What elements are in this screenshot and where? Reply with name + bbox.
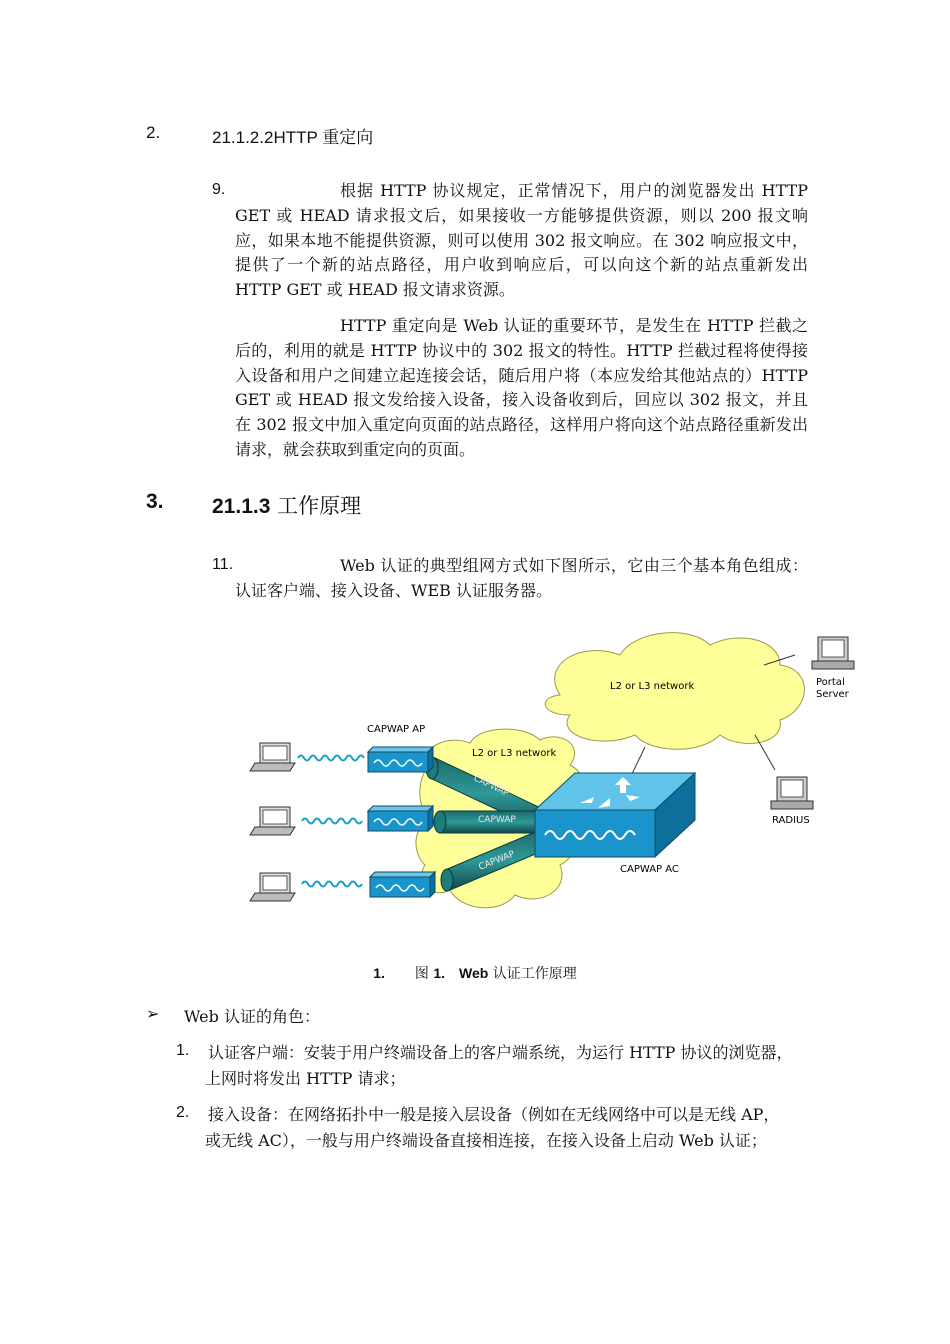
caption-bold-word: Web <box>459 965 489 981</box>
paragraph-number: 9. <box>212 181 226 198</box>
list-item-number: 1. <box>176 1042 190 1059</box>
radius-label: RADIUS <box>772 815 810 826</box>
caption-text: 认证工作原理 <box>492 966 577 982</box>
radius-server-icon <box>771 777 813 826</box>
laptop-icon <box>250 873 295 901</box>
top-network-cloud <box>545 633 804 750</box>
paragraph-number: 11. <box>212 556 234 573</box>
network-diagram <box>240 625 865 915</box>
portal-server-icon <box>812 637 854 700</box>
roles-heading: Web 认证的角色： <box>184 1007 320 1026</box>
tunnel-label-top: CAPWAP <box>471 773 511 799</box>
section-title-number: 21.1.3 <box>212 495 271 518</box>
figure-caption <box>0 963 950 983</box>
ap-label: CAPWAP AP <box>367 724 426 735</box>
laptop-icon <box>250 807 295 835</box>
paragraph-web-auth-topology: Web 认证的典型组网方式如下图所示，它由三个基本角色组成：认证客户端、接入设备、WEB 认证服务器。 <box>235 556 808 600</box>
list-item-line: 上网时将发出 HTTP 请求； <box>205 1069 406 1088</box>
list-item-line: 认证客户端：安装于用户终端设备上的客户端系统，为运行 HTTP 协议的浏览器， <box>208 1043 793 1062</box>
paragraph-http-protocol: 根据 HTTP 协议规定，正常情况下，用户的浏览器发出 HTTP GET 或 HEAD 请求报文后，如果接收一方能够提供资源，则以 200 报文响应，如果本地不能提供资源，则可以使用 302 报文响应。在 302 响应报文中，提供了一个新的站点路径，用户收到响应后，可以向这个新的站点重新发出 HTTP GET 或 HEAD 报文请求资源。 <box>235 181 808 300</box>
list-item-number: 2. <box>176 1104 190 1121</box>
capwap-ap-top <box>368 747 433 772</box>
section-title-text: 工作原理 <box>277 494 362 518</box>
portal-label-line2: Server <box>816 689 849 700</box>
list-item <box>205 1102 811 1154</box>
top-cloud-label: L2 or L3 network <box>610 681 695 692</box>
caption-number: 1. <box>373 965 385 981</box>
caption-fig-number: 1. <box>433 965 446 981</box>
tunnel-label-bottom: CAPWAP <box>477 849 517 873</box>
section-title <box>212 490 361 520</box>
ac-label: CAPWAP AC <box>620 864 679 875</box>
list-item-line: 接入设备：在网络拓扑中一般是接入层设备（例如在无线网络中可以是无线 AP， <box>208 1105 780 1124</box>
list-item-line: 或无线 AC），一般与用户终端设备直接相连接，在接入设备上启动 Web 认证； <box>205 1131 767 1150</box>
portal-label-line1: Portal <box>816 677 845 688</box>
capwap-ap-middle <box>368 806 433 831</box>
list-item <box>205 1040 811 1092</box>
section-title: 21.1.2.2HTTP 重定向 <box>212 128 374 147</box>
bullet-arrow-icon: ➢ <box>146 1004 160 1023</box>
left-cloud-label: L2 or L3 network <box>472 748 557 759</box>
paragraph-http-redirect: HTTP 重定向是 Web 认证的重要环节，是发生在 HTTP 拦截之后的，利用的就是 HTTP 协议中的 302 报文的特性。HTTP 拦截过程将使得接入设备和用户之间建立起连接会话，随后用户将（本应发给其他站点的）HTTP GET 或 HEAD 报文发给接入设备，接入设备收到后，回应以 302 报文，并且在 302 报文中加入重定向页面的站点路径，这样用户将向这个站点路径重新发出请求，就会获取到重定向的页面。 <box>235 316 808 459</box>
capwap-ap-bottom <box>370 872 435 897</box>
section-number: 3. <box>146 490 164 513</box>
caption-prefix: 图 <box>414 966 429 982</box>
tunnel-label-middle: CAPWAP <box>478 815 516 825</box>
section-number: 2. <box>146 123 161 142</box>
laptop-icon <box>250 743 295 771</box>
wireless-signal-icons <box>298 756 364 887</box>
